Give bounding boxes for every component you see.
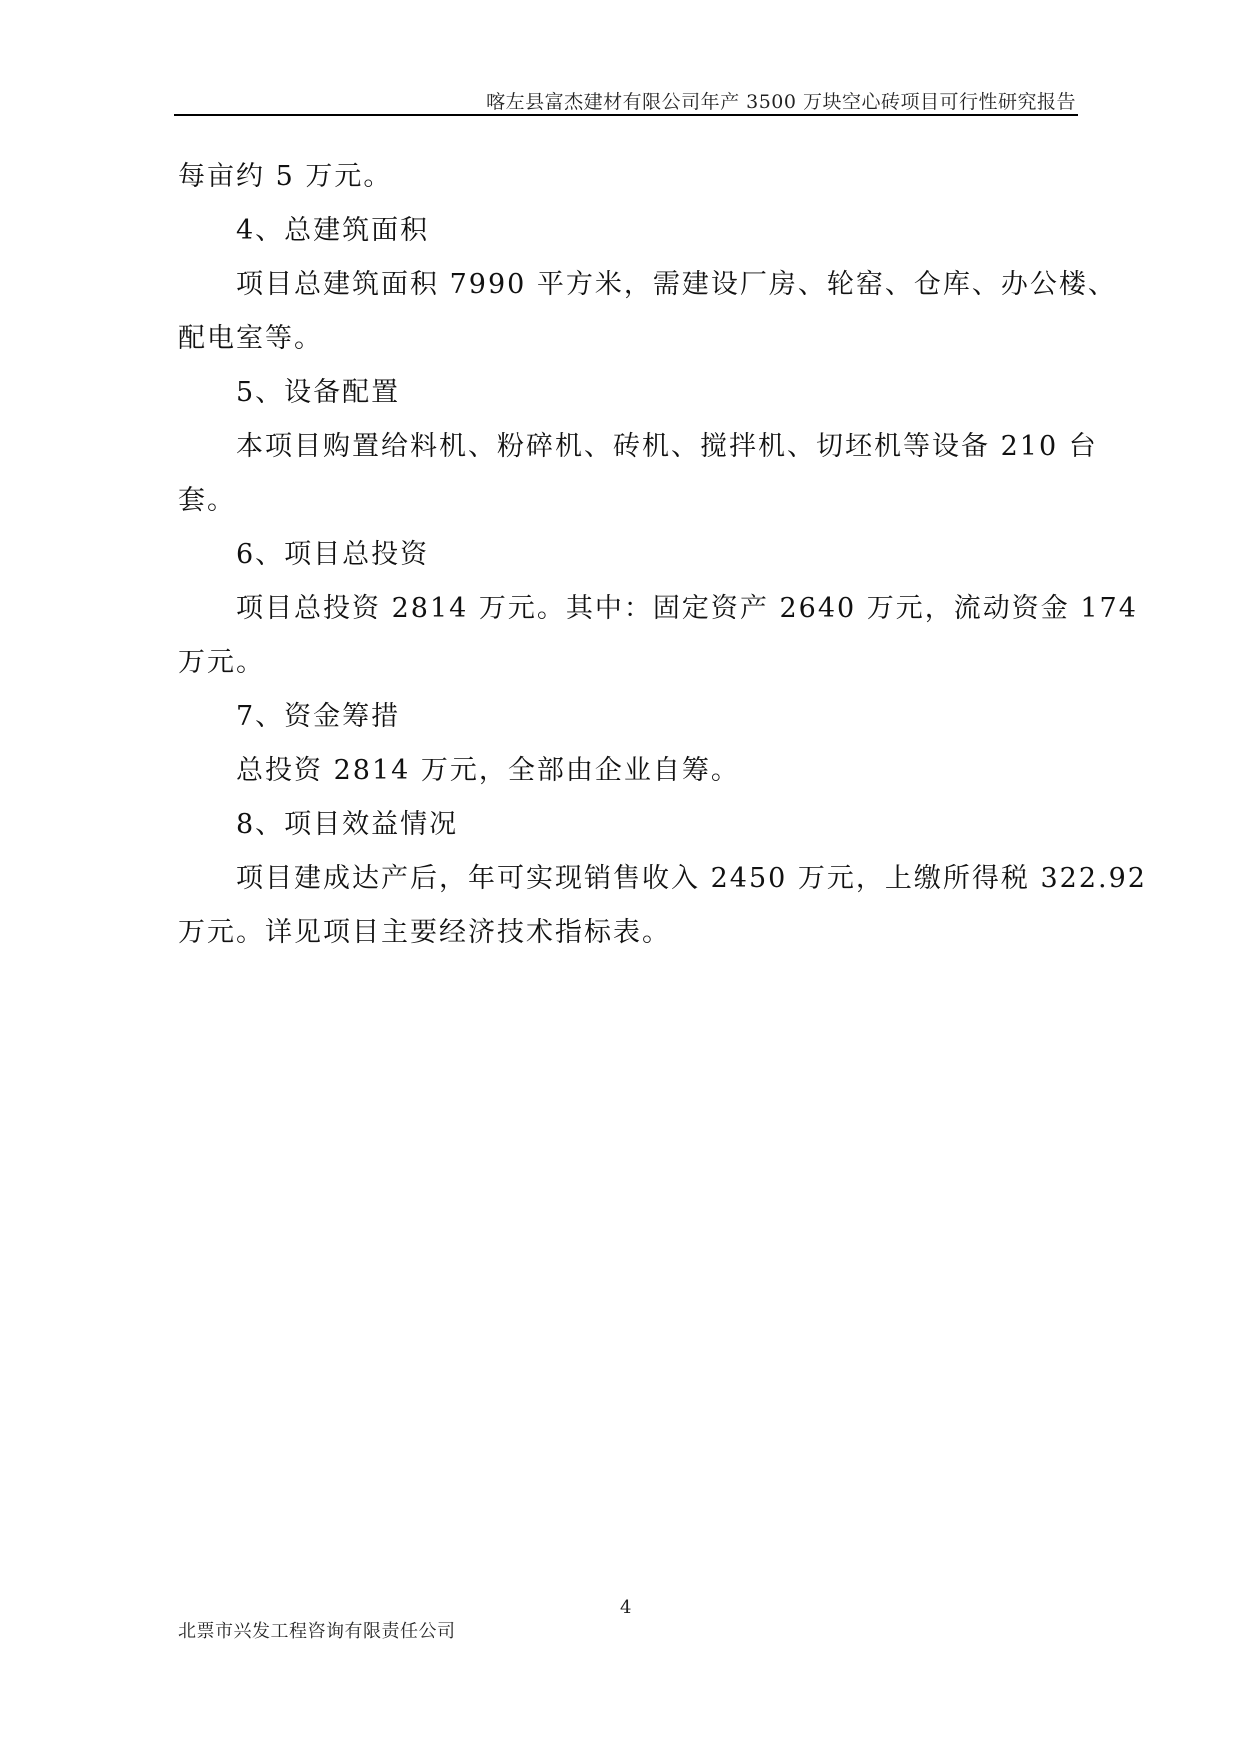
paragraph-line: 万元。详见项目主要经济技术指标表。 [178,917,671,948]
section-heading-total-floor-area: 4、总建筑面积 [236,215,430,246]
section-heading-financing: 7、资金筹措 [236,701,401,732]
paragraph-line: 每亩约 5 万元。 [178,161,393,192]
section-heading-equipment: 5、设备配置 [236,377,401,408]
paragraph-line: 项目总投资 2814 万元。其中：固定资产 2640 万元，流动资金 174 [236,593,1138,624]
paragraph-line: 套。 [178,485,236,516]
page-number: 4 [620,1597,632,1618]
paragraph-line: 总投资 2814 万元，全部由企业自筹。 [236,755,740,786]
paragraph-line: 项目建成达产后，年可实现销售收入 2450 万元，上缴所得税 322.92 [236,863,1147,894]
header-divider [174,114,1078,116]
paragraph-line: 项目总建筑面积 7990 平方米，需建设厂房、轮窑、仓库、办公楼、 [236,269,1117,300]
paragraph-line: 配电室等。 [178,323,323,354]
section-heading-benefits: 8、项目效益情况 [236,809,459,840]
paragraph-line: 本项目购置给料机、粉碎机、砖机、搅拌机、切坯机等设备 210 台 [236,431,1098,462]
section-heading-total-investment: 6、项目总投资 [236,539,430,570]
paragraph-line: 万元。 [178,647,265,678]
running-header-title: 喀左县富杰建材有限公司年产 3500 万块空心砖项目可行性研究报告 [486,91,1076,113]
footer-company-name: 北票市兴发工程咨询有限责任公司 [178,1621,456,1642]
